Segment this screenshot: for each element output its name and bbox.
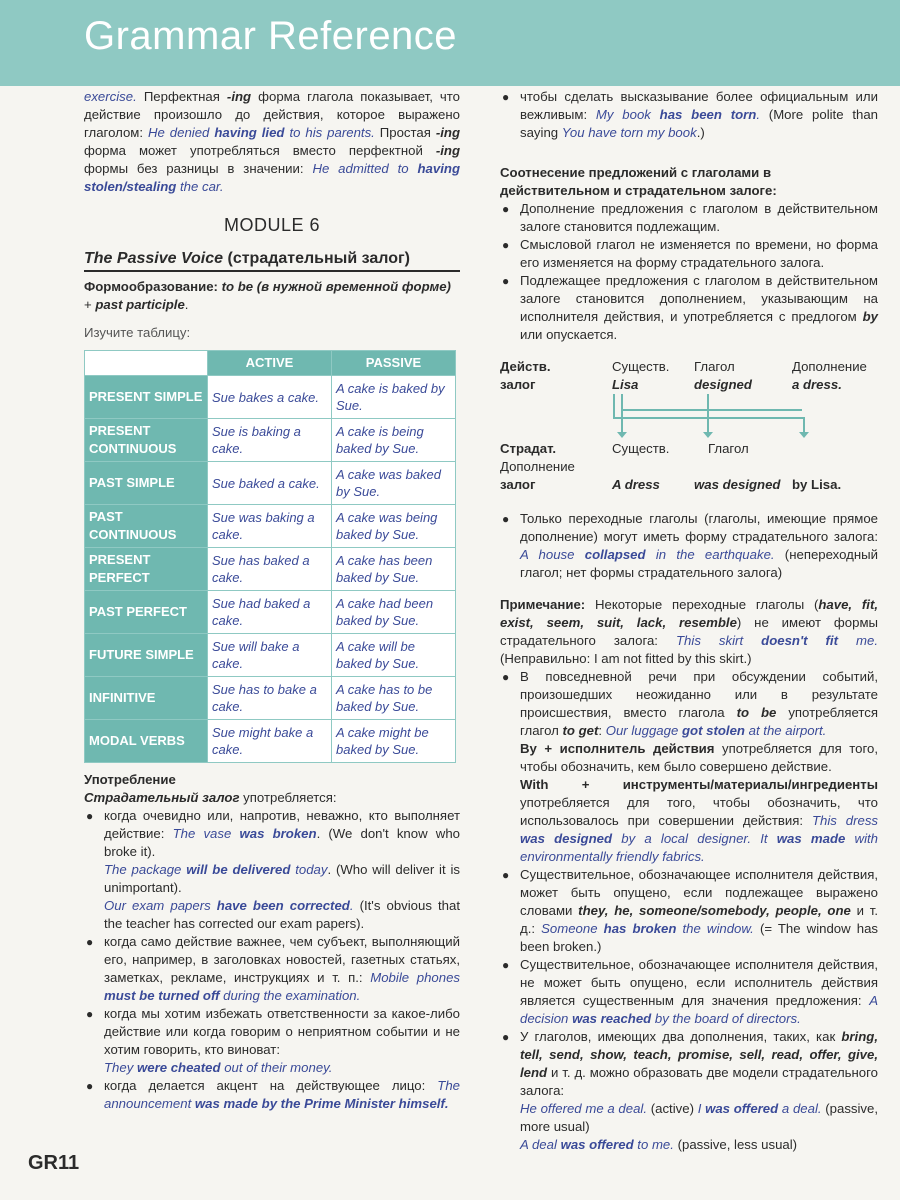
- bullet-text: :: [598, 723, 606, 738]
- active-cell: Sue baked a cake.: [208, 462, 332, 505]
- intro-text: exercise.: [84, 89, 137, 104]
- transitive-list: [500, 510, 878, 582]
- passive-cell: A cake might be baked by Sue.: [332, 720, 456, 763]
- list-item: [84, 807, 460, 933]
- example: have been corrected: [216, 898, 350, 913]
- diagram-word: Lisa: [612, 377, 639, 392]
- right-column: [500, 88, 878, 1154]
- diagram-word: A dress: [612, 477, 660, 492]
- intro-text: форма глагола показывает, что действие произошло до действия, которое выражено глаголом:: [84, 89, 460, 140]
- sub-paragraph: [520, 776, 878, 866]
- relation-title: Соотнесение предложений с глаголами в действительном и страдательном залоге:: [500, 165, 777, 198]
- bullet-text: В повседневной речи при обсуждении событий, произошедших неожиданно или в результате происшествия, вместо глагола: [520, 669, 878, 720]
- example: got stolen: [681, 723, 745, 738]
- sub-paragraph: [520, 740, 878, 776]
- tense-label: PAST CONTINUOUS: [85, 505, 208, 548]
- passive-cell: A cake has to be baked by Sue.: [332, 677, 456, 720]
- study-instruction: Изучите таблицу:: [84, 325, 191, 340]
- list-item: ● Смысловой глагол не изменяется по времени, но форма его изменяется на форму страдательного залога.: [500, 236, 878, 272]
- example: Our luggage: [605, 723, 682, 738]
- intro-text: формы без разницы в значении:: [84, 161, 313, 176]
- bullet-text: когда мы хотим избежать ответственности за какое-либо действие или когда говорим о неприятном событии и не хотим говорить, кто виноват:: [104, 1006, 460, 1057]
- note-text: Некоторые переходные глаголы (: [585, 597, 819, 612]
- example: has been torn: [659, 107, 757, 122]
- example: was broken: [239, 826, 317, 841]
- bullet-text: to get: [562, 723, 599, 738]
- example: in the earthquake.: [645, 547, 775, 562]
- active-cell: Sue will bake a cake.: [208, 634, 332, 677]
- active-cell: Sue has to bake a cake.: [208, 677, 332, 720]
- intro-text: -ing: [435, 125, 461, 140]
- example: .: [349, 898, 354, 913]
- bullet-text: bring, tell, send, show, teach, promise, sell, read, offer, give, lend: [520, 1029, 878, 1080]
- intro-text: Перфектная: [136, 89, 227, 104]
- list-item: [500, 88, 878, 142]
- example: This dress: [811, 813, 879, 828]
- header-bar: [0, 0, 900, 86]
- example: with environmentally friendly fabrics.: [520, 831, 879, 864]
- passive-cell: A cake will be baked by Sue.: [332, 634, 456, 677]
- note-paragraph: [500, 596, 878, 668]
- example: at the airport.: [744, 723, 827, 738]
- table-row: [85, 720, 456, 763]
- list-item: [84, 933, 460, 1005]
- active-cell: Sue was baking a cake.: [208, 505, 332, 548]
- left-column: [84, 88, 460, 1113]
- example: You have torn my book: [561, 125, 697, 140]
- example: must be turned off: [104, 988, 220, 1003]
- example: has broken: [603, 921, 677, 936]
- bullet-text: чтобы сделать высказывание более официальным или вежливым:: [520, 89, 878, 122]
- example: by the board of directors.: [651, 1011, 801, 1026]
- bullet-text: (= The window has been broken.): [520, 921, 879, 954]
- tense-label: PAST SIMPLE: [85, 462, 208, 505]
- purpose-list: [500, 88, 878, 142]
- example: .: [756, 107, 761, 122]
- formation-text: past participle: [95, 297, 185, 312]
- example: were cheated: [136, 1060, 221, 1075]
- section-title-ru: (страдательный залог): [223, 250, 410, 267]
- usage-subtitle: [84, 789, 460, 807]
- passive-cell: A cake has been baked by Sue.: [332, 548, 456, 591]
- usage-subtitle-bold: Страдательный залог: [84, 790, 240, 805]
- note-text: have, fit, exist, seem, suit, lack, resemble: [500, 597, 878, 630]
- intro-example: having stolen/stealing: [84, 161, 460, 194]
- bullet-text: Подлежащее предложения с глаголом в действительном залоге становится дополнением, указывающим на исполнителя действия, и употребляется с предлогом: [520, 273, 878, 324]
- example: was reached: [572, 1011, 652, 1026]
- diagram-word: was designed: [694, 477, 781, 492]
- example: a deal.: [778, 1101, 822, 1116]
- example: The package: [104, 862, 187, 877]
- table-row: [85, 376, 456, 419]
- example: He offered me a deal.: [520, 1101, 648, 1116]
- example: collapsed: [584, 547, 646, 562]
- example: This skirt: [676, 633, 762, 648]
- intro-example: He admitted to: [312, 161, 418, 176]
- diagram-word: designed: [694, 377, 752, 392]
- example: A house: [520, 547, 585, 562]
- example: by the Prime Minister himself.: [257, 1096, 449, 1111]
- bullet-text: когда очевидно или, напротив, неважно, кто выполняет действие:: [104, 808, 460, 841]
- list-item: [84, 1005, 460, 1077]
- sub-text: употребляется для того, чтобы обозначить, кем было совершено действие.: [520, 741, 878, 774]
- bullet-text: by: [862, 309, 878, 324]
- list-item: [500, 510, 878, 582]
- sub-label: By + исполнитель действия: [520, 741, 715, 756]
- tense-label: PRESENT SIMPLE: [85, 376, 208, 419]
- diagram-label: Страдат.: [500, 441, 557, 456]
- section-title: [84, 250, 460, 272]
- bullet-text: когда делается акцент на действующее лицо:: [104, 1078, 438, 1093]
- intro-example: to his parents.: [284, 125, 375, 140]
- intro-example: He denied: [147, 125, 215, 140]
- bullet-text: когда само действие важнее, чем субъект, выполняющий его, например, в заголовках новостей, газетных статьях, заметках, рекламе, инструкциях и т. п.:: [104, 934, 460, 985]
- list-item: [500, 272, 878, 344]
- active-cell: Sue might bake a cake.: [208, 720, 332, 763]
- passive-cell: A cake was baked by Sue.: [332, 462, 456, 505]
- bullet-text: (More polite than saying: [520, 107, 878, 140]
- bullet-text: (It's obvious that the teacher has corrected our exam papers).: [104, 898, 460, 931]
- example: was designed: [520, 831, 613, 846]
- bullet-text: to be: [736, 705, 777, 720]
- table-row: [85, 505, 456, 548]
- tense-label: FUTURE SIMPLE: [85, 634, 208, 677]
- intro-text: -ing: [435, 143, 460, 158]
- relation-list: [500, 200, 878, 344]
- example: was offered: [560, 1137, 634, 1152]
- intro-text: Простая: [374, 125, 436, 140]
- active-cell: Sue had baked a cake.: [208, 591, 332, 634]
- passive-cell: A cake is baked by Sue.: [332, 376, 456, 419]
- example: Our exam papers: [104, 898, 217, 913]
- diagram-label: Дополнение: [500, 459, 575, 474]
- usage-subtitle-text: употребляется:: [239, 790, 337, 805]
- formation-rule: [84, 278, 460, 314]
- usage-list: [84, 807, 460, 1113]
- example: was offered: [705, 1101, 779, 1116]
- bullet-text: . (Who will deliver it is unimportant).: [104, 862, 460, 895]
- bullet-text: или опускается.: [520, 327, 618, 342]
- example: The vase: [172, 826, 240, 841]
- example: was made: [776, 831, 846, 846]
- list-item: [500, 956, 878, 1028]
- example: I: [697, 1101, 706, 1116]
- diagram-word: by Lisa.: [792, 477, 842, 492]
- intro-example: having lied: [214, 125, 285, 140]
- list-item: [84, 1077, 460, 1113]
- diagram-col: Существ.: [612, 441, 670, 456]
- example: They: [104, 1060, 137, 1075]
- table-header: PASSIVE: [332, 351, 456, 376]
- table-row: [85, 677, 456, 720]
- example: A decision: [520, 993, 878, 1026]
- example: to me.: [633, 1137, 674, 1152]
- bullet-text: they, he, someone/somebody, people, one: [578, 903, 851, 918]
- tense-label: INFINITIVE: [85, 677, 208, 720]
- note-text: (Неправильно: I am not fitted by this skirt.): [500, 651, 752, 666]
- diagram-label: залог: [500, 477, 536, 492]
- tense-label: PRESENT CONTINUOUS: [85, 419, 208, 462]
- example: the window.: [676, 921, 754, 936]
- voice-diagram: [500, 358, 878, 492]
- active-cell: Sue has baked a cake.: [208, 548, 332, 591]
- page-title: Grammar Reference: [84, 14, 458, 58]
- example: doesn't fit: [761, 633, 838, 648]
- example: out of their money.: [220, 1060, 333, 1075]
- tense-label: PRESENT PERFECT: [85, 548, 208, 591]
- table-corner: [85, 351, 208, 376]
- note-text: ) не имеют формы страдательного залога:: [500, 615, 878, 648]
- bullet-text: (passive, more usual): [520, 1101, 879, 1134]
- bullet-text: и т. д.:: [520, 903, 879, 936]
- example: was made: [194, 1096, 258, 1111]
- diagram-col: Глагол: [694, 359, 735, 374]
- formation-text: +: [84, 297, 96, 312]
- diagram-label: залог: [500, 377, 536, 392]
- diagram-label: Действ.: [500, 359, 551, 374]
- intro-paragraph: [84, 88, 460, 196]
- active-cell: Sue bakes a cake.: [208, 376, 332, 419]
- diagram-col: Дополнение: [792, 359, 867, 374]
- bullet-text: .): [696, 125, 705, 140]
- tense-label: MODAL VERBS: [85, 720, 208, 763]
- usage-notes-list: [500, 668, 878, 1154]
- bullet-text: Существительное, обозначающее исполнителя действия, может быть опущено, если подлежащее выражено словами: [520, 867, 878, 918]
- table-row: [85, 419, 456, 462]
- table-row: [85, 462, 456, 505]
- bullet-text: Существительное, обозначающее исполнителя действия, не может быть опущено, если исполнитель действия является существенным для значения предложения:: [520, 957, 878, 1008]
- page-number: GR11: [28, 1152, 80, 1174]
- table-row: [85, 634, 456, 677]
- sub-label: With + инструменты/материалы/ингредиенты: [520, 777, 878, 792]
- diagram-col: Глагол: [708, 441, 749, 456]
- bullet-text: (непереходный глагол; нет формы страдательного залога): [520, 547, 878, 580]
- bullet-text: (active): [647, 1101, 698, 1116]
- passive-cell: A cake had been baked by Sue.: [332, 591, 456, 634]
- bullet-text: и т. д. можно образовать две модели страдательного залога:: [520, 1065, 878, 1098]
- list-item: [500, 866, 878, 956]
- tense-table: [84, 350, 456, 763]
- example: will be delivered: [186, 862, 291, 877]
- bullet-text: (passive, less usual): [673, 1137, 798, 1152]
- formation-text: .: [184, 297, 189, 312]
- formation-label: Формообразование:: [84, 279, 218, 294]
- bullet-text: употребляется глагол: [520, 705, 878, 738]
- intro-text: форма может употребляться вместо перфектной: [84, 143, 436, 158]
- list-item: [500, 1028, 878, 1154]
- table-row: [85, 591, 456, 634]
- bullet-text: Только переходные глаголы (глаголы, имеющие прямое дополнение) могут иметь форму страдательного залога:: [520, 511, 878, 544]
- diagram-word: a dress.: [792, 377, 842, 392]
- tense-label: PAST PERFECT: [85, 591, 208, 634]
- diagram-col: Существ.: [612, 359, 670, 374]
- example: today: [290, 862, 328, 877]
- example: The announcement: [104, 1078, 460, 1111]
- list-item: [500, 668, 878, 866]
- active-cell: Sue is baking a cake.: [208, 419, 332, 462]
- example: Someone: [541, 921, 604, 936]
- passive-cell: A cake is being baked by Sue.: [332, 419, 456, 462]
- list-item: ● Дополнение предложения с глаголом в действительном залоге становится подлежащим.: [500, 200, 878, 236]
- table-row: [85, 548, 456, 591]
- example: during the examination.: [219, 988, 361, 1003]
- formation-text: to be (в нужной временной форме): [217, 279, 451, 294]
- intro-text: -ing: [226, 89, 252, 104]
- example: by a local designer. It: [612, 831, 777, 846]
- example: My book: [595, 107, 660, 122]
- table-header: ACTIVE: [208, 351, 332, 376]
- example: Mobile phones: [370, 970, 461, 985]
- usage-title: Употребление: [84, 772, 176, 787]
- bullet-text: У глаголов, имеющих два дополнения, таких, как: [520, 1029, 842, 1044]
- section-title-en: The Passive Voice: [84, 250, 224, 267]
- bullet-text: . (We don't know who broke it).: [104, 826, 460, 859]
- intro-example: the car.: [176, 179, 224, 194]
- sub-text: употребляется для того, чтобы обозначить, что использовалось при совершении действия:: [520, 795, 878, 828]
- example: A deal: [520, 1137, 561, 1152]
- example: me.: [837, 633, 878, 648]
- note-label: Примечание:: [500, 597, 586, 612]
- passive-cell: A cake was being baked by Sue.: [332, 505, 456, 548]
- module-heading: MODULE 6: [223, 215, 321, 235]
